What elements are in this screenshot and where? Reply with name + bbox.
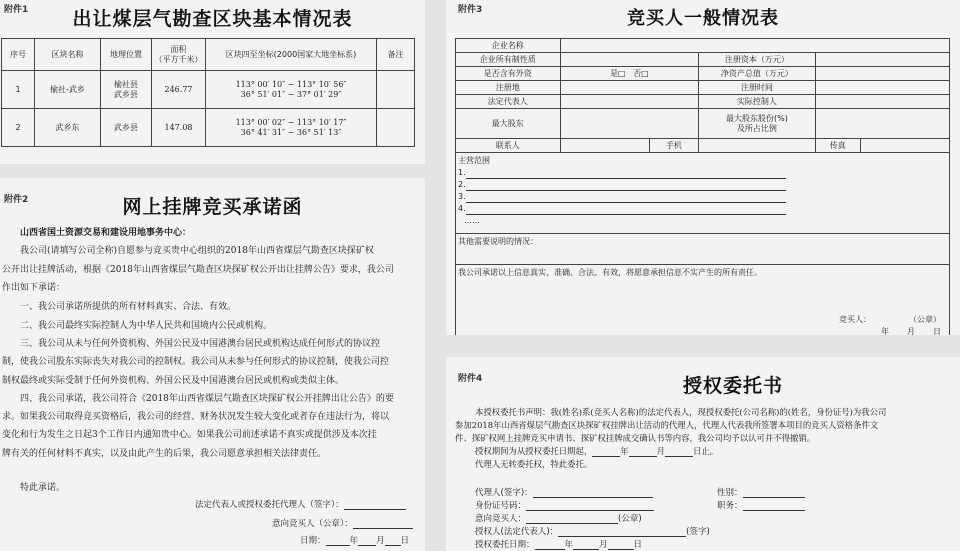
location-line: 榆社县: [114, 80, 138, 90]
contact-value[interactable]: [560, 139, 649, 153]
buyer-label: 竞买人：: [839, 315, 871, 324]
row-note: [377, 71, 415, 109]
attachment-3-title: 竞买人一般情况表: [627, 8, 779, 29]
net-assets-value[interactable]: [815, 67, 949, 81]
auth-month-blank[interactable]: [573, 540, 599, 550]
table-row: [2, 109, 415, 147]
seal-label: (公章): [618, 514, 642, 524]
body-line: 制，使我公司股东实际丧失对我公司的控制权。我公司从未参与任何形式的协议控制，使我公司控: [2, 357, 390, 367]
body-line: 一、我公司承诺所提供的所有材料真实、合法、有效。: [20, 302, 237, 312]
row-no: 2: [2, 109, 35, 147]
coord-line: 36° 41′ 31″ − 36° 51′ 13″: [240, 127, 342, 137]
month-label: 月: [376, 536, 385, 546]
attachment-2-title: 网上挂牌竞买承诺函: [122, 196, 303, 218]
ratio-line: 最大股东股份(%): [726, 114, 788, 124]
registered-place-label: 注册地: [456, 81, 561, 95]
promise-text: 我公司承诺以上信息真实、准确、合法、有效，将愿意承担信息不实产生的所有责任。: [458, 268, 762, 277]
table-row: [456, 39, 950, 53]
body-line: 件、探矿权网上挂牌竞买申请书、探矿权挂牌成交确认书等内容，我公司均予以认可并不得撤销。: [455, 433, 816, 443]
scope-number: 2.: [458, 180, 466, 189]
attachment-4-panel: [446, 357, 960, 551]
row-name: 榆社-武乡: [35, 71, 101, 109]
gender-line: [717, 486, 960, 498]
bidder-info-table: [455, 38, 950, 335]
header-area: 面积 （平方千米）: [152, 39, 206, 71]
bidder-line: [475, 512, 960, 524]
fax-label: 传真: [815, 139, 860, 153]
scope-item: [458, 167, 947, 179]
scope-item: [458, 203, 947, 215]
header-name: 区块名称: [35, 39, 101, 71]
bidder-label: 意向竞买人：: [475, 514, 527, 524]
row-coords: [206, 71, 377, 109]
scope-more: ……: [464, 216, 480, 225]
attachment-4-tag: 附件4: [458, 374, 483, 384]
body-line: 制权最终或实际受制于任何外资机构、外国公民及中国港澳台居民或机构或类似主体。: [2, 376, 345, 386]
location-line: 武乡县: [114, 89, 138, 99]
coord-line: 113° 00′ 10″ − 113° 10′ 56″: [235, 80, 347, 90]
year-label: 年: [349, 536, 359, 546]
table-row: [456, 109, 950, 139]
table-row: [456, 67, 950, 81]
body-line: 三、我公司从未与任何外资机构、外国公民及中国港澳台居民或机构达成任何形式的协议控: [20, 339, 381, 349]
yes-checkbox[interactable]: 是□: [609, 68, 626, 78]
auth-date-line: [475, 538, 960, 550]
buyer-date-line: [881, 327, 941, 335]
net-assets-label: 净资产总值（万元）: [699, 67, 816, 81]
attachment-1-panel: [0, 0, 425, 164]
attachment-4-title: 授权委托书: [682, 375, 783, 397]
gender-blank[interactable]: [743, 488, 805, 498]
attachment-3-tag: 附件3: [458, 5, 483, 15]
ratio-line: 及所占比例: [736, 123, 777, 133]
body-line: 四、我公司承诺，我公司符合《2018年山西省煤层气勘查区块探矿权公开挂牌出让公告》的要: [20, 394, 394, 404]
year-label: 年: [881, 327, 889, 335]
period-month-blank[interactable]: [629, 447, 657, 457]
year-blank[interactable]: [326, 536, 350, 546]
addressee: 山西省国土资源交易和建设用地事务中心：: [20, 228, 192, 238]
seal-label: 意向竞买人（公章）：: [272, 519, 353, 529]
row-area: 147.08: [152, 109, 206, 147]
legal-blank[interactable]: [558, 527, 686, 537]
block-info-table: [1, 38, 415, 147]
attachment-3-panel: [446, 0, 960, 335]
body-line: 牌有关的任何材料不真实，以及由此产生的后果，我公司愿意承担相关法律责任。: [2, 449, 327, 459]
seal-line: [272, 517, 425, 529]
scope-item: [458, 179, 947, 191]
legal-rep-label: 法定代表人: [456, 95, 561, 109]
actual-controller-value[interactable]: [815, 95, 949, 109]
legal-rep-value[interactable]: [560, 95, 699, 109]
attachment-2-panel: [0, 178, 425, 551]
promise-cell: [456, 265, 950, 336]
registered-time-label: 注册时间: [699, 81, 816, 95]
id-label: 身份证号码：: [475, 501, 527, 511]
day-label: 日: [400, 536, 410, 546]
auth-month-label: 月: [599, 540, 608, 550]
shareholder-ratio-label: [699, 109, 816, 139]
shareholder-ratio-value[interactable]: [815, 109, 949, 139]
period-month-label: 月: [656, 446, 665, 456]
table-header-row: [2, 39, 415, 71]
body-line: 作出如下承诺：: [2, 283, 66, 293]
seal-label: （公章）: [909, 315, 941, 324]
body-line: 参加2018年山西省煤层气勘查区块探矿权挂牌出让活动的代理人，代理人代表我所签署本项目的竞买人资格条件文: [455, 420, 879, 430]
registered-capital-label: 注册资本（万元）: [699, 53, 816, 67]
job-label: 职务：: [717, 501, 743, 511]
body-line: 本授权委托书声明：我(姓名)系(竞买人名称)的法定代表人，现授权委托(公司名称)的(姓名，身份证号)为我公司: [475, 407, 887, 417]
legal-line: [475, 525, 960, 537]
scope-cell: [456, 153, 950, 234]
table-row: [456, 139, 950, 153]
auth-date-label: 授权委托日期：: [475, 540, 535, 550]
row-location: [101, 71, 152, 109]
bidder-blank[interactable]: [526, 514, 618, 524]
row-note: [377, 109, 415, 147]
header-location: 地理位置: [101, 39, 152, 71]
auth-day-blank[interactable]: [608, 540, 634, 550]
closing-line: 特此承诺。: [20, 483, 66, 493]
body-line: 公开出让挂牌活动，根据《2018年山西省煤层气勘查区块探矿权公开出让挂牌公告》要求，我公司: [2, 265, 394, 275]
scope-number: 1.: [458, 168, 466, 177]
month-label: 月: [907, 327, 915, 335]
row-area: 246.77: [152, 71, 206, 109]
attachment-1-tag: 附件1: [4, 5, 29, 15]
header-no: 序号: [2, 39, 35, 71]
day-label: 日: [933, 327, 941, 335]
mobile-value[interactable]: [699, 139, 816, 153]
header-note: 备注: [377, 39, 415, 71]
foreign-capital-options: [560, 67, 699, 81]
coord-line: 36° 51′ 01″ − 37° 01′ 29″: [240, 89, 342, 99]
period-day-label: 日止。: [693, 446, 719, 456]
company-name-label: 企业名称: [456, 39, 561, 53]
header-coords: 区块四至坐标(2000国家大地坐标系): [206, 39, 377, 71]
scope-number: 4.: [458, 204, 466, 213]
signature-blank[interactable]: [344, 500, 406, 510]
body-line: 求。如果我公司取得竞买资格后，我公司的经营、财务状况发生较大变化或者存在违法行为，将以: [2, 412, 390, 422]
scope-blank[interactable]: [466, 194, 786, 203]
fax-value[interactable]: [860, 139, 949, 153]
no-checkbox[interactable]: 否□: [633, 68, 649, 78]
period-year-blank[interactable]: [592, 447, 620, 457]
agent-blank[interactable]: [533, 488, 653, 498]
scope-label: 主营范围: [458, 156, 490, 165]
registered-time-value[interactable]: [815, 81, 949, 95]
actual-controller-label: 实际控制人: [699, 95, 816, 109]
scope-row: [456, 153, 950, 234]
promise-row: [456, 265, 950, 336]
registered-capital-value[interactable]: [815, 53, 949, 67]
contact-label: 联系人: [456, 139, 561, 153]
signature-label: 法定代表人或授权委托代理人（签字）：: [195, 500, 344, 510]
period-day-blank[interactable]: [665, 447, 693, 457]
buyer-seal-line: [839, 315, 941, 324]
table-row: [2, 71, 415, 109]
body-line: 二、我公司最终实际控制人为中华人民共和国境内公民或机构。: [20, 321, 273, 331]
largest-shareholder-label: 最大股东: [456, 109, 561, 139]
id-blank[interactable]: [526, 501, 654, 511]
scope-number: 3.: [458, 192, 466, 201]
registered-place-value[interactable]: [560, 81, 699, 95]
scope-blank[interactable]: [466, 170, 786, 179]
signature-line: [195, 498, 425, 510]
job-line: [717, 499, 960, 511]
other-row: [456, 234, 950, 265]
other-cell[interactable]: 其他需要说明的情况：: [456, 234, 950, 265]
row-no: 1: [2, 71, 35, 109]
attachment-1-title: 出让煤层气勘查区块基本情况表: [72, 8, 353, 30]
attachment-2-tag: 附件2: [4, 195, 29, 205]
period-year-label: 年: [620, 446, 629, 456]
period-label: 授权期间为从授权委托日期起，: [475, 446, 593, 456]
scope-item: [458, 191, 947, 203]
row-name: 武乡东: [35, 109, 101, 147]
auth-year-blank[interactable]: [535, 540, 565, 550]
ownership-label: 企业所有制性质: [456, 53, 561, 67]
agent-label: 代理人(签字)：: [475, 488, 533, 498]
largest-shareholder-value[interactable]: [560, 109, 699, 139]
no-subdelegation: 代理人无转委托权，特此委托。: [475, 459, 593, 469]
legal-label: 授权人(法定代表人)：: [475, 527, 559, 537]
table-row: [456, 81, 950, 95]
seal-blank[interactable]: [353, 519, 413, 529]
sign-label: (签字): [686, 527, 710, 537]
table-row: [456, 53, 950, 67]
body-line: 我公司(请填写公司全称)自愿参与竞买贵中心组织的2018年山西省煤层气勘查区块探矿权: [20, 246, 374, 256]
day-blank[interactable]: [385, 536, 401, 546]
job-blank[interactable]: [743, 501, 805, 511]
month-blank[interactable]: [358, 536, 376, 546]
ownership-value[interactable]: [560, 53, 699, 67]
scope-blank[interactable]: [466, 206, 786, 215]
foreign-capital-label: 是否含有外资: [456, 67, 561, 81]
date-line: [300, 534, 425, 546]
row-location: 武乡县: [101, 109, 152, 147]
gender-label: 性别：: [717, 488, 743, 498]
period-line: [475, 445, 960, 457]
row-coords: [206, 109, 377, 147]
coord-line: 113° 00′ 02″ − 113° 10′ 17″: [235, 118, 347, 128]
date-label: 日期：: [300, 536, 326, 546]
auth-day-label: 日: [633, 540, 643, 550]
company-name-value[interactable]: [560, 39, 949, 53]
mobile-label: 手机: [649, 139, 699, 153]
table-row: [456, 95, 950, 109]
auth-year-label: 年: [564, 540, 574, 550]
body-line: 变化和行为发生之日起3个工作日内通知贵中心。如果我公司前述承诺不真实或提供涉及本次挂: [2, 430, 377, 440]
scope-blank[interactable]: [466, 182, 786, 191]
